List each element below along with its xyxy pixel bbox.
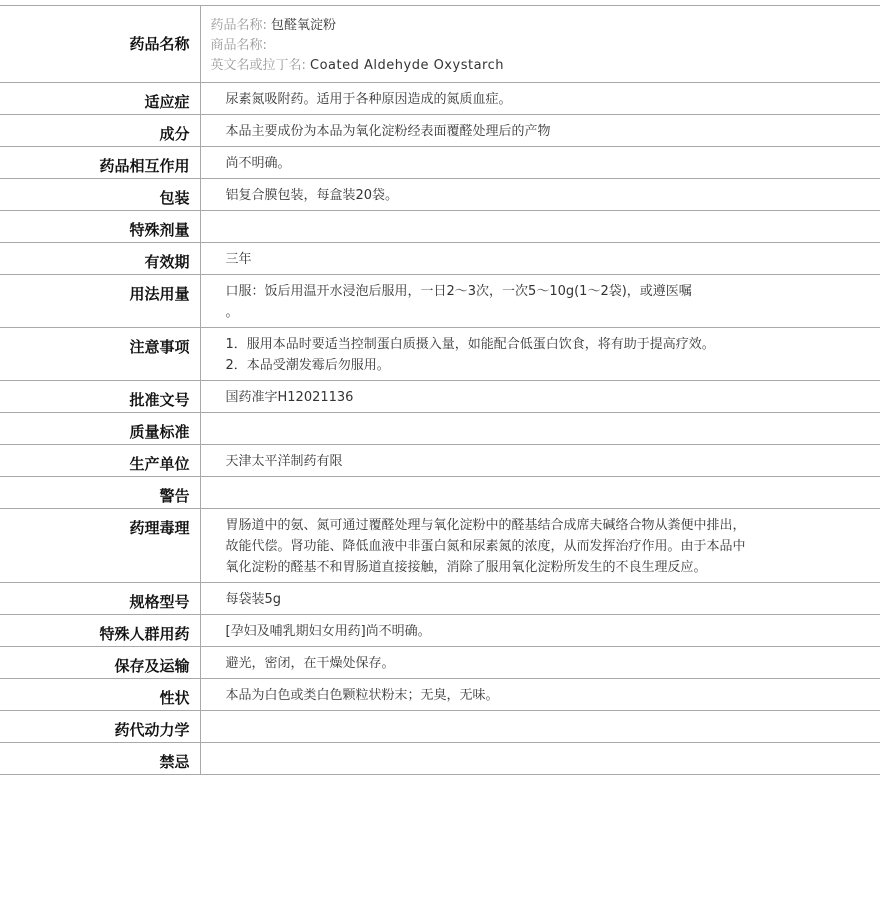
label-interactions: 药品相互作用: [0, 147, 200, 179]
row-warning: [0, 477, 880, 509]
row-special-population: [0, 615, 880, 647]
value-packaging: 铝复合膜包装，每盒装20袋。: [225, 188, 399, 203]
value-indications: 尿素氮吸附药。适用于各种原因造成的氮质血症。: [225, 92, 512, 107]
value-validity: 三年: [225, 252, 252, 267]
trade-name-key: 商品名称:: [210, 38, 267, 53]
label-precautions: 注意事项: [0, 328, 200, 381]
row-interactions: [0, 147, 880, 179]
latin-name-line: [211, 56, 880, 76]
row-special-dosage: [0, 211, 880, 243]
label-quality: 质量标准: [0, 413, 200, 445]
value-manufacturer: 天津太平洋制药有限: [225, 454, 343, 469]
row-pharmacokinetics: [0, 711, 880, 743]
label-contraindications: 禁忌: [0, 743, 200, 775]
value-approval: 国药准字H12021136: [225, 390, 354, 405]
label-appearance: 性状: [0, 679, 200, 711]
row-manufacturer: [0, 445, 880, 477]
label-pharmacokinetics: 药代动力学: [0, 711, 200, 743]
generic-name-key: 药品名称:: [210, 18, 267, 33]
row-validity: [0, 243, 880, 275]
label-indications: 适应症: [0, 83, 200, 115]
row-indications: [0, 83, 880, 115]
value-storage: 避光，密闭，在干燥处保存。: [225, 656, 395, 671]
row-contraindications: [0, 743, 880, 775]
label-dosage: 用法用量: [0, 275, 200, 328]
row-approval: [0, 381, 880, 413]
trade-name-line: [211, 36, 880, 56]
generic-name-line: [211, 16, 880, 36]
row-composition: [0, 115, 880, 147]
label-packaging: 包装: [0, 179, 200, 211]
label-validity: 有效期: [0, 243, 200, 275]
value-special-population: [孕妇及哺乳期妇女用药]尚不明确。: [225, 624, 431, 639]
latin-name-value: Coated Aldehyde Oxystarch: [310, 58, 504, 73]
generic-name-value: 包醛氧淀粉: [271, 18, 337, 33]
label-composition: 成分: [0, 115, 200, 147]
value-precautions: 1．服用本品时要适当控制蛋白质摄入量，如能配合低蛋白饮食，将有助于提高疗效。 2．本品受潮发霉后勿服用。: [225, 337, 715, 373]
value-dosage: 口服：饭后用温开水浸泡后服用，一日2～3次，一次5～10g(1～2袋)，或遵医嘱 。: [225, 284, 692, 320]
label-special-population: 特殊人群用药: [0, 615, 200, 647]
drug-info-table: [0, 5, 880, 775]
value-pharmacokinetics: [200, 711, 880, 743]
value-specification: 每袋装5g: [225, 592, 282, 607]
value-appearance: 本品为白色或类白色颗粒状粉末；无臭，无味。: [225, 688, 499, 703]
value-composition: 本品主要成份为本品为氧化淀粉经表面覆醛处理后的产物: [225, 124, 551, 139]
row-quality: [0, 413, 880, 445]
label-special-dosage: 特殊剂量: [0, 211, 200, 243]
latin-name-key: 英文名或拉丁名:: [210, 58, 306, 73]
label-drug-name: 药品名称: [0, 6, 200, 83]
row-specification: [0, 583, 880, 615]
value-special-dosage: [200, 211, 880, 243]
value-interactions: 尚不明确。: [225, 156, 291, 171]
label-warning: 警告: [0, 477, 200, 509]
row-precautions: [0, 328, 880, 381]
row-appearance: [0, 679, 880, 711]
label-manufacturer: 生产单位: [0, 445, 200, 477]
row-pharmacology: [0, 509, 880, 583]
value-drug-name: [200, 6, 880, 83]
value-quality: [200, 413, 880, 445]
row-packaging: [0, 179, 880, 211]
label-pharmacology: 药理毒理: [0, 509, 200, 583]
value-pharmacology: 胃肠道中的氨、氮可通过覆醛处理与氧化淀粉中的醛基结合成席夫碱络合物从粪便中排出， 故能代偿。肾功能、降低血液中非蛋白氮和尿素氮的浓度，从而发挥治疗作用。由于本品中 氧化淀粉的醛基不和胃肠道直接接触，消除了服用氧化淀粉所发生的不良生理反应。: [225, 518, 746, 575]
row-storage: [0, 647, 880, 679]
value-contraindications: [200, 743, 880, 775]
label-storage: 保存及运输: [0, 647, 200, 679]
row-dosage: [0, 275, 880, 328]
value-warning: [200, 477, 880, 509]
row-drug-name: [0, 6, 880, 83]
label-approval: 批准文号: [0, 381, 200, 413]
label-specification: 规格型号: [0, 583, 200, 615]
